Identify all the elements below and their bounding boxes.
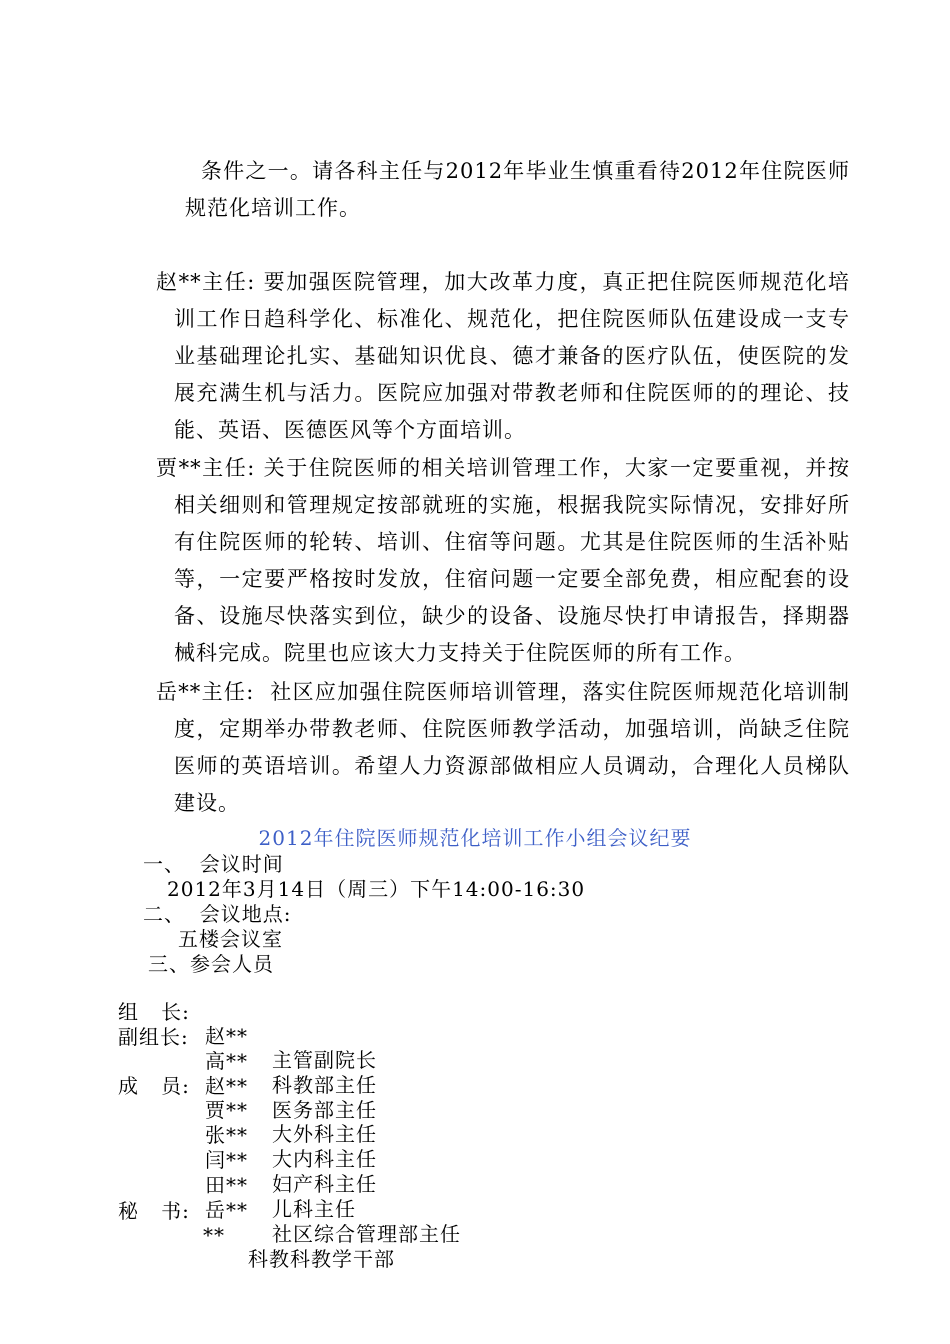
meeting-time: 2012年3月14日（周三）下午14:00-16:30 bbox=[167, 877, 586, 901]
section-3-heading: 三、参会人员 bbox=[148, 952, 274, 976]
attendee-role: 医务部主任 bbox=[272, 1098, 377, 1122]
attendee-name: 赵** bbox=[205, 1024, 248, 1048]
speaker-block bbox=[156, 674, 850, 822]
attendee-role: 科教科教学干部 bbox=[248, 1247, 395, 1271]
paragraph-text: 要加强医院管理，加大改革力度，真正把住院医师规范化培训工作日趋科学化、标准化、规范化，把住院医师队伍建设成一支专业基础理论扎实、基础知识优良、德才兼备的医疗队伍，使医院的发展充满生机与活力。医院应加强对带教老师和住院医师的的理论、技能、英语、医德医风等个方面培训。 bbox=[174, 270, 850, 442]
paragraph-text: 关于住院医师的相关培训管理工作，大家一定要重视，并按相关细则和管理规定按部就班的实施，根据我院实际情况，安排好所有住院医师的轮转、培训、住宿等问题。尤其是住院医师的生活补贴等，一定要严格按时发放，住宿问题一定要全部免费，相应配套的设备、设施尽快落实到位，缺少的设备、设施尽快打申请报告，择期器械科完成。院里也应该大力支持关于住院医师的所有工作。 bbox=[174, 456, 850, 665]
role-group-label: 秘 书: bbox=[118, 1199, 190, 1223]
attendee-role: 大内科主任 bbox=[272, 1147, 377, 1171]
role-group-label: 成 员: bbox=[118, 1074, 190, 1098]
role-group-label: 副组长: bbox=[118, 1025, 189, 1049]
role-group-label: 组 长: bbox=[118, 1000, 190, 1024]
speaker-name: 贾**主任: bbox=[156, 456, 256, 480]
attendee-role: 大外科主任 bbox=[272, 1122, 377, 1146]
attendee-name: 高** bbox=[205, 1049, 248, 1073]
attendee-name: 田** bbox=[205, 1173, 248, 1197]
speaker-name: 岳**主任: bbox=[156, 680, 255, 704]
attendee-role: 社区综合管理部主任 bbox=[272, 1222, 461, 1246]
secretary-row bbox=[0, 1175, 950, 1295]
minutes-title: 2012年住院医师规范化培训工作小组会议纪要 bbox=[258, 826, 692, 850]
attendee-name: 闫** bbox=[205, 1148, 248, 1172]
attendee-name: 贾** bbox=[205, 1098, 248, 1122]
attendee-name: 赵** bbox=[205, 1074, 248, 1098]
attendee-role: 科教部主任 bbox=[272, 1073, 377, 1097]
paragraph-text: 条件之一。请各科主任与2012年毕业生慎重看待2012年住院医师规范化培训工作。 bbox=[185, 159, 850, 220]
paragraph-text: 社区应加强住院医师培训管理，落实住院医师规范化培训制度，定期举办带教老师、住院医师教学活动，加强培训，尚缺乏住院医师的英语培训。希望人力资源部做相应人员调动，合理化人员梯队建设。 bbox=[174, 680, 850, 815]
meeting-location: 五楼会议室 bbox=[178, 927, 283, 951]
attendee-name: 岳** bbox=[205, 1198, 248, 1222]
attendee-role: 妇产科主任 bbox=[272, 1172, 377, 1196]
attendee-role: 主管副院长 bbox=[272, 1048, 377, 1072]
attendee-role: 儿科主任 bbox=[272, 1197, 356, 1221]
attendee-name: ** bbox=[203, 1223, 225, 1247]
attendee-name: 张** bbox=[205, 1123, 248, 1147]
speaker-name: 赵**主任: bbox=[156, 270, 256, 294]
section-1-heading: 一、 会议时间 bbox=[143, 852, 284, 876]
speaker-paragraph-yue bbox=[156, 600, 850, 859]
section-2-heading: 二、 会议地点: bbox=[143, 902, 292, 926]
